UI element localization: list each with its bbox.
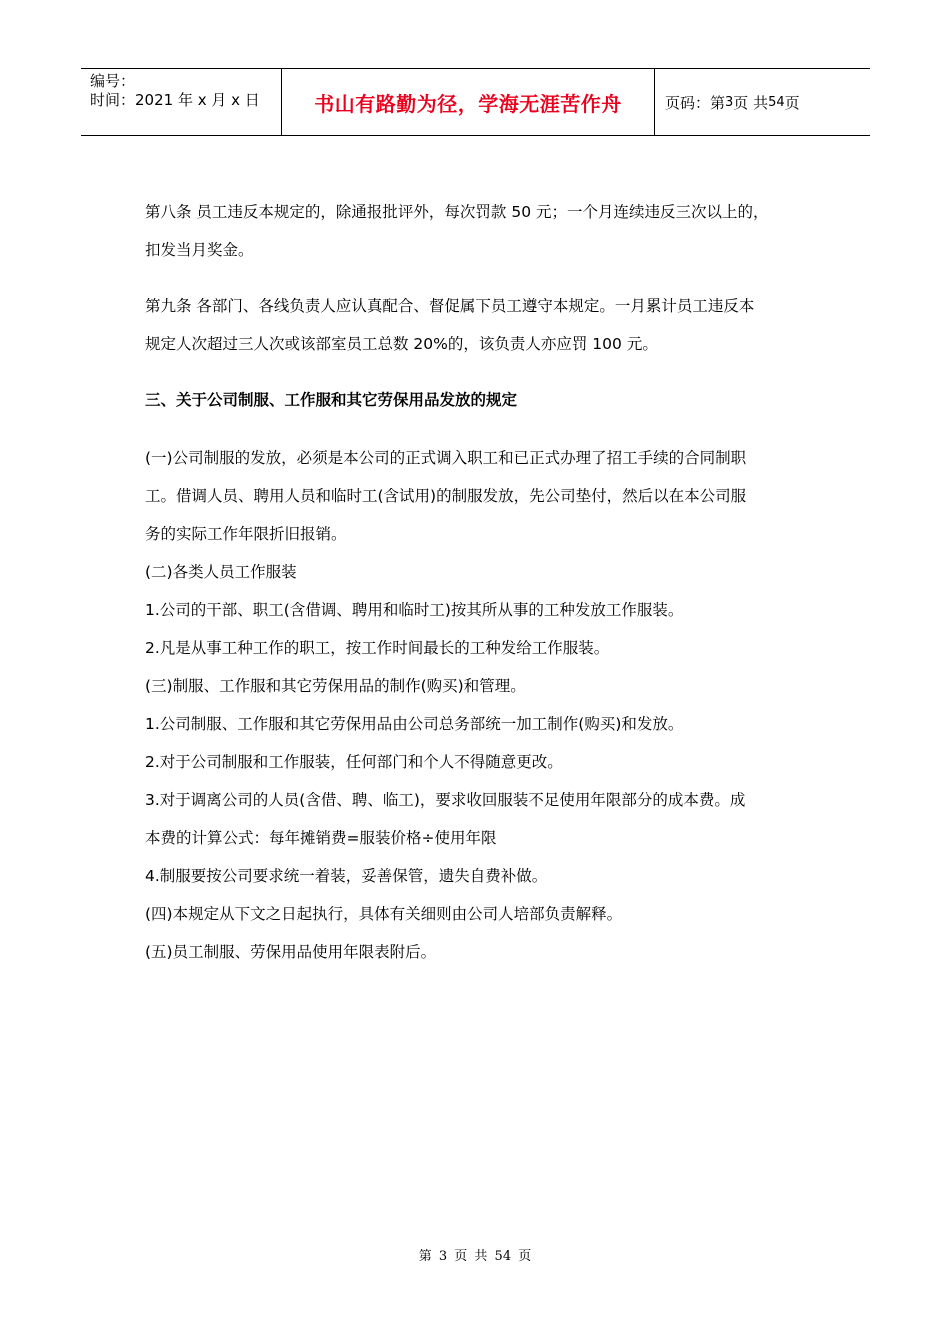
header-page-cell [655,69,870,135]
article-9-line-1: 第九条 各部门、各线负责人应认真配合、督促属下员工遵守本规定。一月累计员工违反本 [145,297,755,315]
item-3-4: 4.制服要按公司要求统一着装，妥善保管，遗失自费补做。 [145,867,548,885]
article-8-line-2: 扣发当月奖金。 [145,241,254,259]
item-3-1: 1.公司制服、工作服和其它劳保用品由公司总务部统一加工制作(购买)和发放。 [145,715,684,733]
item-3-2: 2.对于公司制服和工作服装，任何部门和个人不得随意更改。 [145,753,563,771]
header-page-middle: 页 共 [733,93,769,112]
header-motto: 书山有路勤为径，学海无涯苦作舟 [314,91,622,116]
header-page-prefix: 页码：第 [665,93,726,112]
page-footer: 第 3 页 共 54 页 [418,1249,532,1264]
item-2-1: 1.公司的干部、职工(含借调、聘用和临时工)按其所从事的工种发放工作服装。 [145,601,684,619]
item-4: (四)本规定从下文之日起执行，具体有关细则由公司人培部负责解释。 [145,905,623,923]
header-meta-cell [81,69,282,135]
item-1-line-2: 工。借调人员、聘用人员和临时工(含试用)的制服发放，先公司垫付，然后以在本公司服 [145,487,747,505]
header-page-total: 54 [768,94,785,110]
item-3-3-line-2: 本费的计算公式：每年摊销费=服装价格÷使用年限 [145,829,497,847]
item-3-3-line-1: 3.对于调离公司的人员(含借、聘、临工)，要求收回服装不足使用年限部分的成本费。成 [145,791,746,809]
header-motto-cell [282,69,655,135]
item-2-2: 2.凡是从事工种工作的职工，按工作时间最长的工种发给工作服装。 [145,639,610,657]
item-2-heading: (二)各类人员工作服装 [145,563,297,581]
section-3-title: 三、关于公司制服、工作服和其它劳保用品发放的规定 [145,391,518,409]
document-date: 时间：2021 年 x 月 x 日 [90,91,260,109]
item-3-heading: (三)制服、工作服和其它劳保用品的制作(购买)和管理。 [145,677,526,695]
item-1-line-3: 务的实际工作年限折旧报销。 [145,525,347,543]
page-header [81,68,870,136]
header-page-current: 3 [725,94,734,110]
article-8-line-1: 第八条 员工违反本规定的，除通报批评外，每次罚款 50 元；一个月连续违反三次以上的， [145,203,769,221]
document-body [145,193,825,971]
header-page-suffix: 页 [784,93,800,112]
document-number-label: 编号： [90,72,136,90]
item-1-line-1: (一)公司制服的发放，必须是本公司的正式调入职工和已正式办理了招工手续的合同制职 [145,449,747,467]
item-5: (五)员工制服、劳保用品使用年限表附后。 [145,943,437,961]
article-9-line-2: 规定人次超过三人次或该部室员工总数 20%的，该负责人亦应罚 100 元。 [145,335,658,353]
